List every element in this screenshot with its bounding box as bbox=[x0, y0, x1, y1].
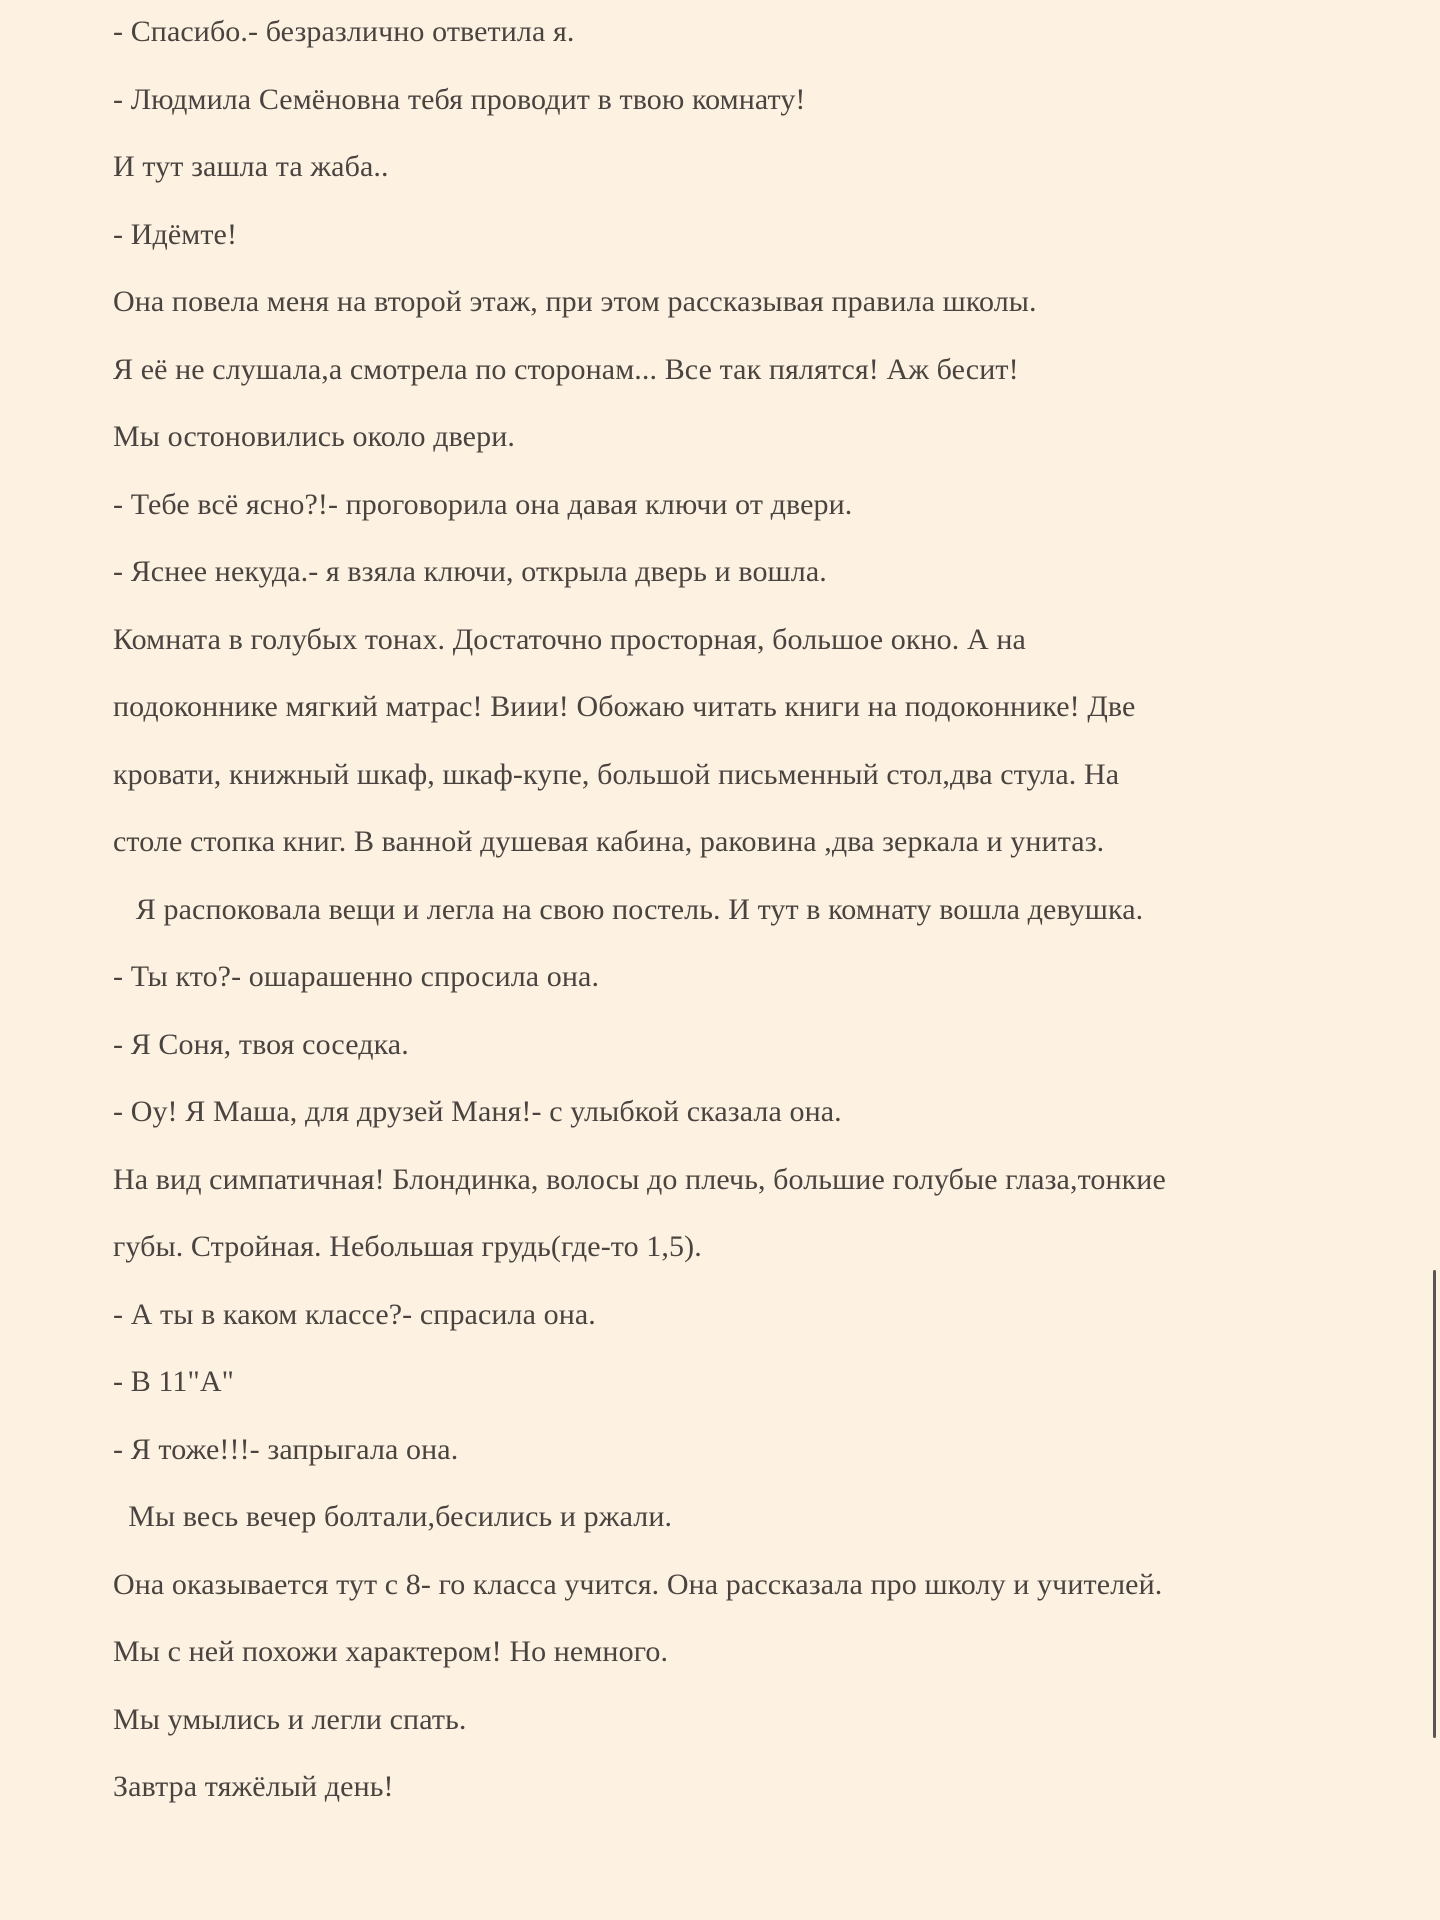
text-line: - Людмила Семёновна тебя проводит в твою комнату! bbox=[113, 82, 806, 116]
text-line: столе стопка книг. В ванной душевая кабина, раковина ,два зеркала и унитаз. bbox=[113, 825, 1105, 858]
text-line: И тут зашла та жаба.. bbox=[113, 150, 389, 183]
text-line: - Тебе всё ясно?!- проговорила она давая ключи от двери. bbox=[113, 487, 853, 521]
text-line: - Яснее некуда.- я взяла ключи, открыла дверь и вошла. bbox=[113, 555, 827, 588]
text-line: - Я Соня, твоя соседка. bbox=[113, 1027, 409, 1061]
text-line: Она повела меня на второй этаж, при этом рассказывая правила школы. bbox=[113, 285, 1037, 318]
text-line: Я её не слушала,а смотрела по сторонам... Все так пялятся! Аж бесит! bbox=[113, 352, 1019, 386]
text-line: губы. Стройная. Небольшая грудь(где-то 1,5). bbox=[113, 1230, 702, 1263]
scrollbar[interactable] bbox=[1433, 1270, 1436, 1738]
text-line: - Спасибо.- безразлично ответила я. bbox=[113, 15, 575, 48]
text-line: - Идёмте! bbox=[113, 217, 238, 251]
text-line: кровати, книжный шкаф, шкаф-купе, большой письменный стол,два стула. На bbox=[113, 757, 1120, 791]
text-line: Комната в голубых тонах. Достаточно просторная, большое окно. А на bbox=[113, 622, 1026, 656]
text-line: Она оказывается тут с 8- го класса учится. Она рассказала про школу и учителей. bbox=[113, 1567, 1163, 1601]
text-line: На вид симпатичная! Блондинка, волосы до плечь, большие голубые глаза,тонкие bbox=[113, 1162, 1166, 1196]
text-line: Мы с ней похожи характером! Но немного. bbox=[113, 1635, 669, 1668]
text-line: - Ты кто?- ошарашенно спросила она. bbox=[113, 960, 600, 993]
text-line: подоконнике мягкий матрас! Виии! Обожаю читать книги на подоконнике! Две bbox=[113, 690, 1136, 723]
text-line: - В 11"А" bbox=[113, 1365, 234, 1398]
text-line: - Я тоже!!!- запрыгала она. bbox=[113, 1432, 459, 1466]
text-line: Я распоковала вещи и легла на свою постель. И тут в комнату вошла девушка. bbox=[113, 892, 1144, 926]
text-line: Мы остоновились около двери. bbox=[113, 420, 515, 453]
text-line: - Оу! Я Маша, для друзей Маня!- с улыбкой сказала она. bbox=[113, 1095, 842, 1128]
text-line: Мы весь вечер болтали,бесились и ржали. bbox=[113, 1500, 673, 1533]
story-text bbox=[113, 2, 1343, 1825]
text-line: Мы умылись и легли спать. bbox=[113, 1702, 467, 1736]
text-line: - А ты в каком классе?- спрасила она. bbox=[113, 1297, 596, 1331]
text-line: Завтра тяжёлый день! bbox=[113, 1770, 394, 1803]
